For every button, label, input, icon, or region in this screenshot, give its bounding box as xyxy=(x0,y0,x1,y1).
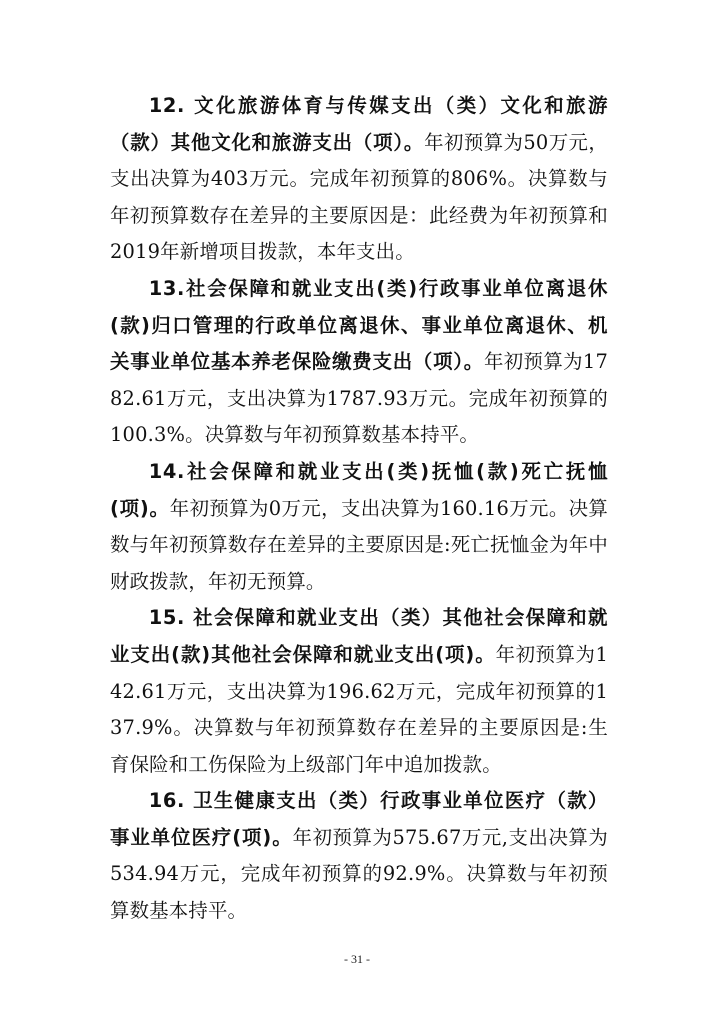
paragraph-item-15 xyxy=(110,600,608,783)
paragraph-heading: 15. 社会保障和就业支出（类）其他社会保障和就业支出(款)其他社会保障和就业支出(项)。 xyxy=(110,606,608,666)
paragraph-item-13 xyxy=(110,271,608,454)
paragraph-item-14 xyxy=(110,454,608,600)
paragraph-item-12 xyxy=(110,88,608,271)
paragraph-text: 年初预算为0万元，支出决算为160.16万元。决算数与年初预算数存在差异的主要原因是:死亡抚恤金为年中财政拨款，年初无预算。 xyxy=(110,496,609,593)
document-body xyxy=(110,88,608,930)
paragraph-heading: 13.社会保障和就业支出(类)行政事业单位离退休(款)归口管理的行政单位离退休、事业单位离退休、机关事业单位基本养老保险缴费支出（项）。 xyxy=(110,276,608,374)
paragraph-text: 年初预算为50万元，支出决算为403万元。完成年初预算的806%。决算数与年初预算数存在差异的主要原因是：此经费为年初预算和2019年新增项目拨款，本年支出。 xyxy=(110,130,608,264)
paragraph-text: 年初预算为1782.61万元，支出决算为1787.93万元。完成年初预算的100.3%。决算数与年初预算数基本持平。 xyxy=(110,350,609,447)
paragraph-heading: 14.社会保障和就业支出(类)抚恤(款)死亡抚恤(项)。 xyxy=(110,459,608,520)
paragraph-heading: 16. 卫生健康支出（类）行政事业单位医疗（款）事业单位医疗(项)。 xyxy=(110,789,608,849)
paragraph-item-16 xyxy=(110,783,608,929)
paragraph-text: 年初预算为575.67万元,支出决算为534.94万元，完成年初预算的92.9%。决算数与年初预算数基本持平。 xyxy=(110,825,608,923)
page-number: - 31 - xyxy=(344,952,370,966)
paragraph-heading: 12. 文化旅游体育与传媒支出（类）文化和旅游（款）其他文化和旅游支出（项）。 xyxy=(110,94,608,154)
paragraph-text: 年初预算为142.61万元，支出决算为196.62万元，完成年初预算的137.9%。决算数与年初预算数存在差异的主要原因是:生育保险和工伤保险为上级部门年中追加拨款。 xyxy=(110,642,608,776)
